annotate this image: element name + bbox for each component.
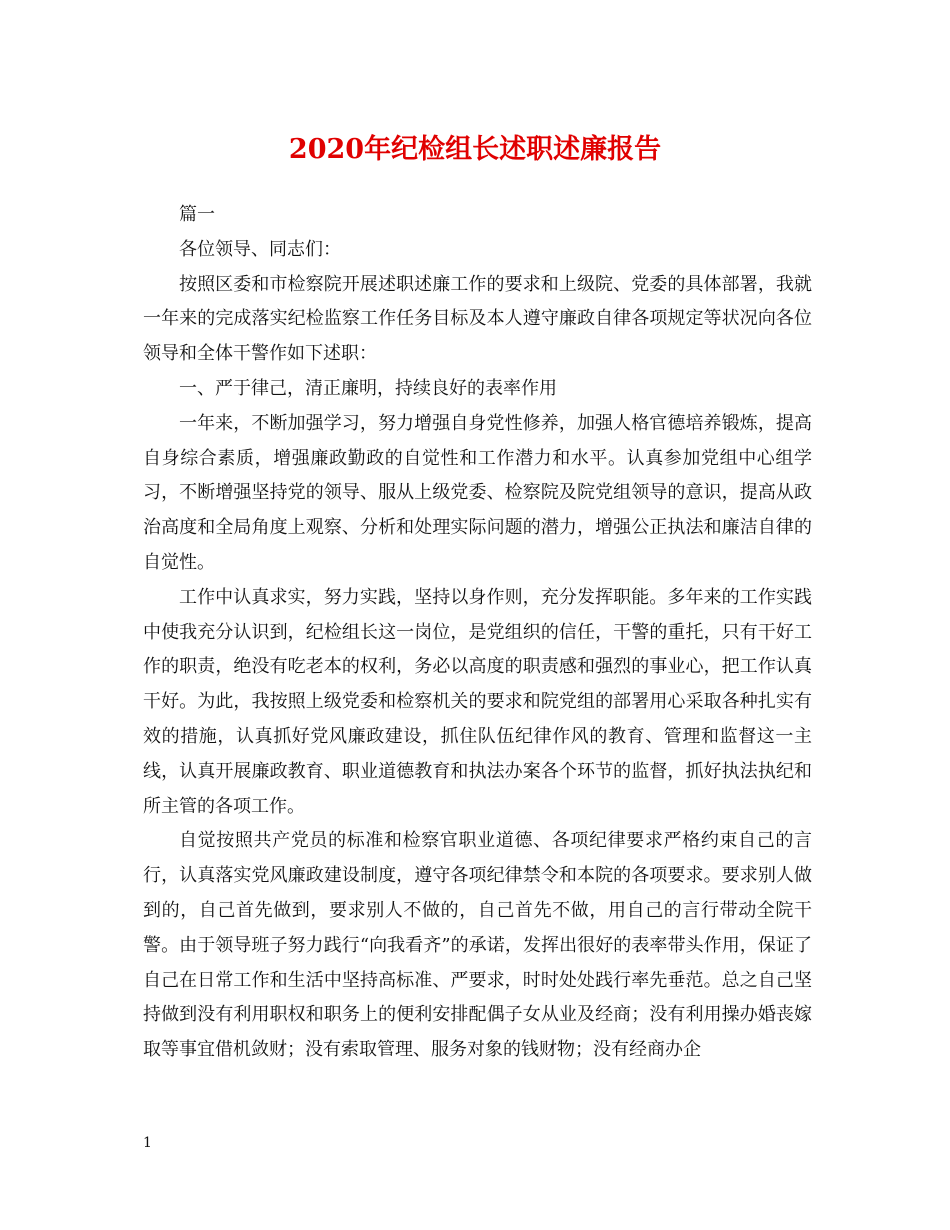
paragraph: 工作中认真求实，努力实践，坚持以身作则，充分发挥职能。多年来的工作实践中使我充分认识到，纪检组长这一岗位，是党组织的信任，干警的重托，只有干好工作的职责，绝没有吃老本的权利，务必以高度的职责感和强烈的事业心，把工作认真干好。为此，我按照上级党委和检察机关的要求和院党组的部署用心采取各种扎实有效的措施，认真抓好党风廉政建设，抓住队伍纪律作风的教育、管理和监督这一主线，认真开展廉政教育、职业道德教育和执法办案各个环节的监督，抓好执法执纪和所主管的各项工作。 [143,586,812,817]
paragraph: 一、严于律己，清正廉明，持续良好的表率作用 [179,377,557,399]
paragraph: 一年来，不断加强学习，努力增强自身党性修养，加强人格官德培养锻炼，提高自身综合素质，增强廉政勤政的自觉性和工作潜力和水平。认真参加党组中心组学习，不断增强坚持党的领导、服从上级党委、检察院及院党组领导的意识，提高从政治高度和全局角度上观察、分析和处理实际问题的潜力，增强公正执法和廉洁自律的自觉性。 [143,412,812,573]
document-title: 2020年纪检组长述职述廉报告 [288,134,662,165]
paragraph: 篇一 [179,204,215,225]
paragraph: 按照区委和市检察院开展述职述廉工作的要求和上级院、党委的具体部署，我就一年来的完成落实纪检监察工作任务目标及本人遵守廉政自律各项规定等状况向各位领导和全体干警作如下述职： [143,273,812,365]
paragraph: 自觉按照共产党员的标准和检察官职业道德、各项纪律要求严格约束自己的言行，认真落实党风廉政建设制度，遵守各项纪律禁令和本院的各项要求。要求别人做到的，自己首先做到，要求别人不做的，自己首先不做，用自己的言行带动全院干警。由于领导班子努力践行“向我看齐”的承诺，发挥出很好的表率带头作用，保证了自己在日常工作和生活中坚持高标准、严要求，时时处处践行率先垂范。总之自己坚持做到没有利用职权和职务上的便利安排配偶子女从业及经商；没有利用操办婚丧嫁取等事宜借机敛财；没有索取管理、服务对象的钱财物；没有经商办企 [143,830,812,1061]
document-body [143,198,812,1068]
page-number: 1 [143,1135,152,1151]
paragraph: 各位领导、同志们： [179,238,341,260]
